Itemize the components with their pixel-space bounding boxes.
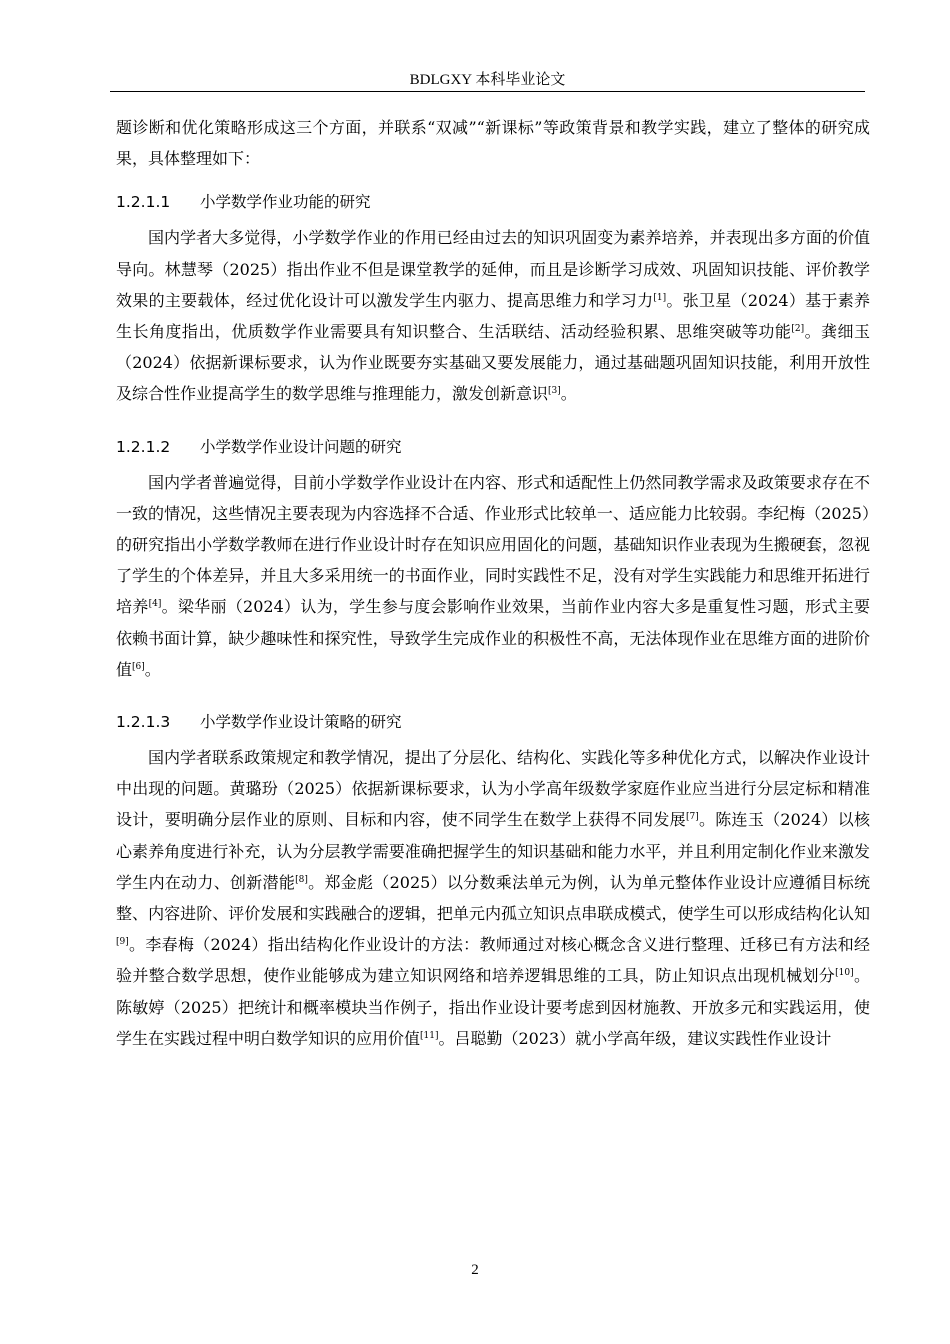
section-paragraph-2 [116, 467, 870, 685]
section-title: 小学数学作业功能的研究 [200, 193, 371, 212]
citation: [10] [835, 968, 854, 979]
page-number: 2 [471, 1262, 479, 1278]
body-content [116, 112, 870, 1054]
paragraph-text: 国内学者大多觉得，小学数学作业的作用已经由过去的知识巩固变为素养培养，并表现出多方面的价值导向。林慧琴（2025）指出作业不但是课堂教学的延伸，而且是诊断学习成效、巩固知识技能、评价教学效果的主要载体，经过优化设计可以激发学生内驱力、提高思维力和学习力 [116, 228, 870, 310]
paragraph-text: 。 [560, 384, 577, 404]
section-title: 小学数学作业设计策略的研究 [200, 713, 402, 732]
citation: [11] [420, 1030, 439, 1041]
paragraph-text: 国内学者普遍觉得，目前小学数学作业设计在内容、形式和适配性上仍然同教学需求及政策要求存在不一致的情况，这些情况主要表现为内容选择不合适、作业形式比较单一、适应能力比较弱。李纪梅（2025）的研究指出小学数学教师在进行作业设计时存在知识应用固化的问题，基础知识作业表现为生搬硬套，忽视了学生的个体差异，并且大多采用统一的书面作业，同时实践性不足，没有对学生实践能力和思维开拓进行培养 [116, 472, 870, 617]
citation: [3] [548, 386, 561, 397]
paragraph-text: 。龚细玉（2024）依据新课标要求，认为作业既要夯实基础又要发展能力，通过基础题巩固知识技能，利用开放性及综合性作业提高学生的数学思维与推理能力，激发创新意识 [116, 322, 870, 404]
header-rule [110, 91, 865, 92]
paragraph-text: 。梁华丽（2024）认为，学生参与度会影响作业效果，当前作业内容大多是重复性习题，形式主要依赖书面计算，缺少趣味性和探究性，导致学生完成作业的积极性不高，无法体现作业在思维方面的进阶价值 [116, 597, 870, 679]
citation: [6] [132, 661, 145, 672]
section-number: 1.2.1.3 [116, 713, 171, 732]
section-heading-2 [116, 435, 870, 459]
paragraph-text: 。李春梅（2024）指出结构化作业设计的方法：教师通过对核心概念含义进行整理、迁移已有方法和经验并整合数学思想，使作业能够成为建立知识网络和培养逻辑思维的工具，防止知识点出现机械划分 [116, 935, 870, 986]
citation: [7] [685, 812, 699, 823]
paragraph-text: 国内学者联系政策规定和教学情况，提出了分层化、结构化、实践化等多种优化方式，以解决作业设计中出现的问题。黄璐玢（2025）依据新课标要求，认为小学高年级数学家庭作业应当进行分层定标和精准设计，要明确分层作业的原则、目标和内容，使不同学生在数学上获得不同发展 [116, 748, 870, 830]
citation: [2] [791, 324, 805, 335]
paragraph-text: 。郑金彪（2025）以分数乘法单元为例，认为单元整体作业设计应遵循目标统整、内容进阶、评价发展和实践融合的逻辑，把单元内孤立知识点串联成模式，使学生可以形成结构化认知 [116, 872, 870, 924]
citation: [4] [148, 599, 162, 610]
paragraph-text: 。 [144, 659, 161, 679]
intro-paragraph: 题诊断和优化策略形成这三个方面，并联系“双减”“新课标”等政策背景和教学实践，建立了整体的研究成果，具体整理如下： [116, 118, 870, 169]
paragraph-text: 。张卫星（2024）基于素养生长角度指出，优质数学作业需要具有知识整合、生活联结、活动经验积累、思维突破等功能 [116, 290, 870, 342]
paragraph-text: 。陈连玉（2024）以核心素养角度进行补充，认为分层教学需要准确把握学生的知识基础和能力水平，并且利用定制化作业来激发学生内在动力、创新潜能 [116, 810, 870, 892]
section-number: 1.2.1.1 [116, 193, 171, 212]
citation: [1] [653, 292, 667, 303]
section-heading-3 [116, 710, 870, 734]
page-header: BDLGXY 本科毕业论文 [409, 72, 566, 88]
section-heading-1 [116, 190, 870, 214]
paragraph-text: 。吕聪勤（2023）就小学高年级，建议实践性作业设计 [438, 1028, 832, 1048]
section-title: 小学数学作业设计问题的研究 [200, 437, 402, 456]
section-paragraph-1 [116, 222, 870, 409]
paragraph-text: 。陈敏婷（2025）把统计和概率模块当作例子，指出作业设计要考虑到因材施教、开放多元和实践运用，使学生在实践过程中明白数学知识的应用价值 [116, 966, 870, 1048]
section-paragraph-3 [116, 742, 870, 1054]
citation: [8] [295, 874, 308, 885]
section-number: 1.2.1.2 [116, 437, 171, 456]
citation: [9] [116, 937, 129, 948]
